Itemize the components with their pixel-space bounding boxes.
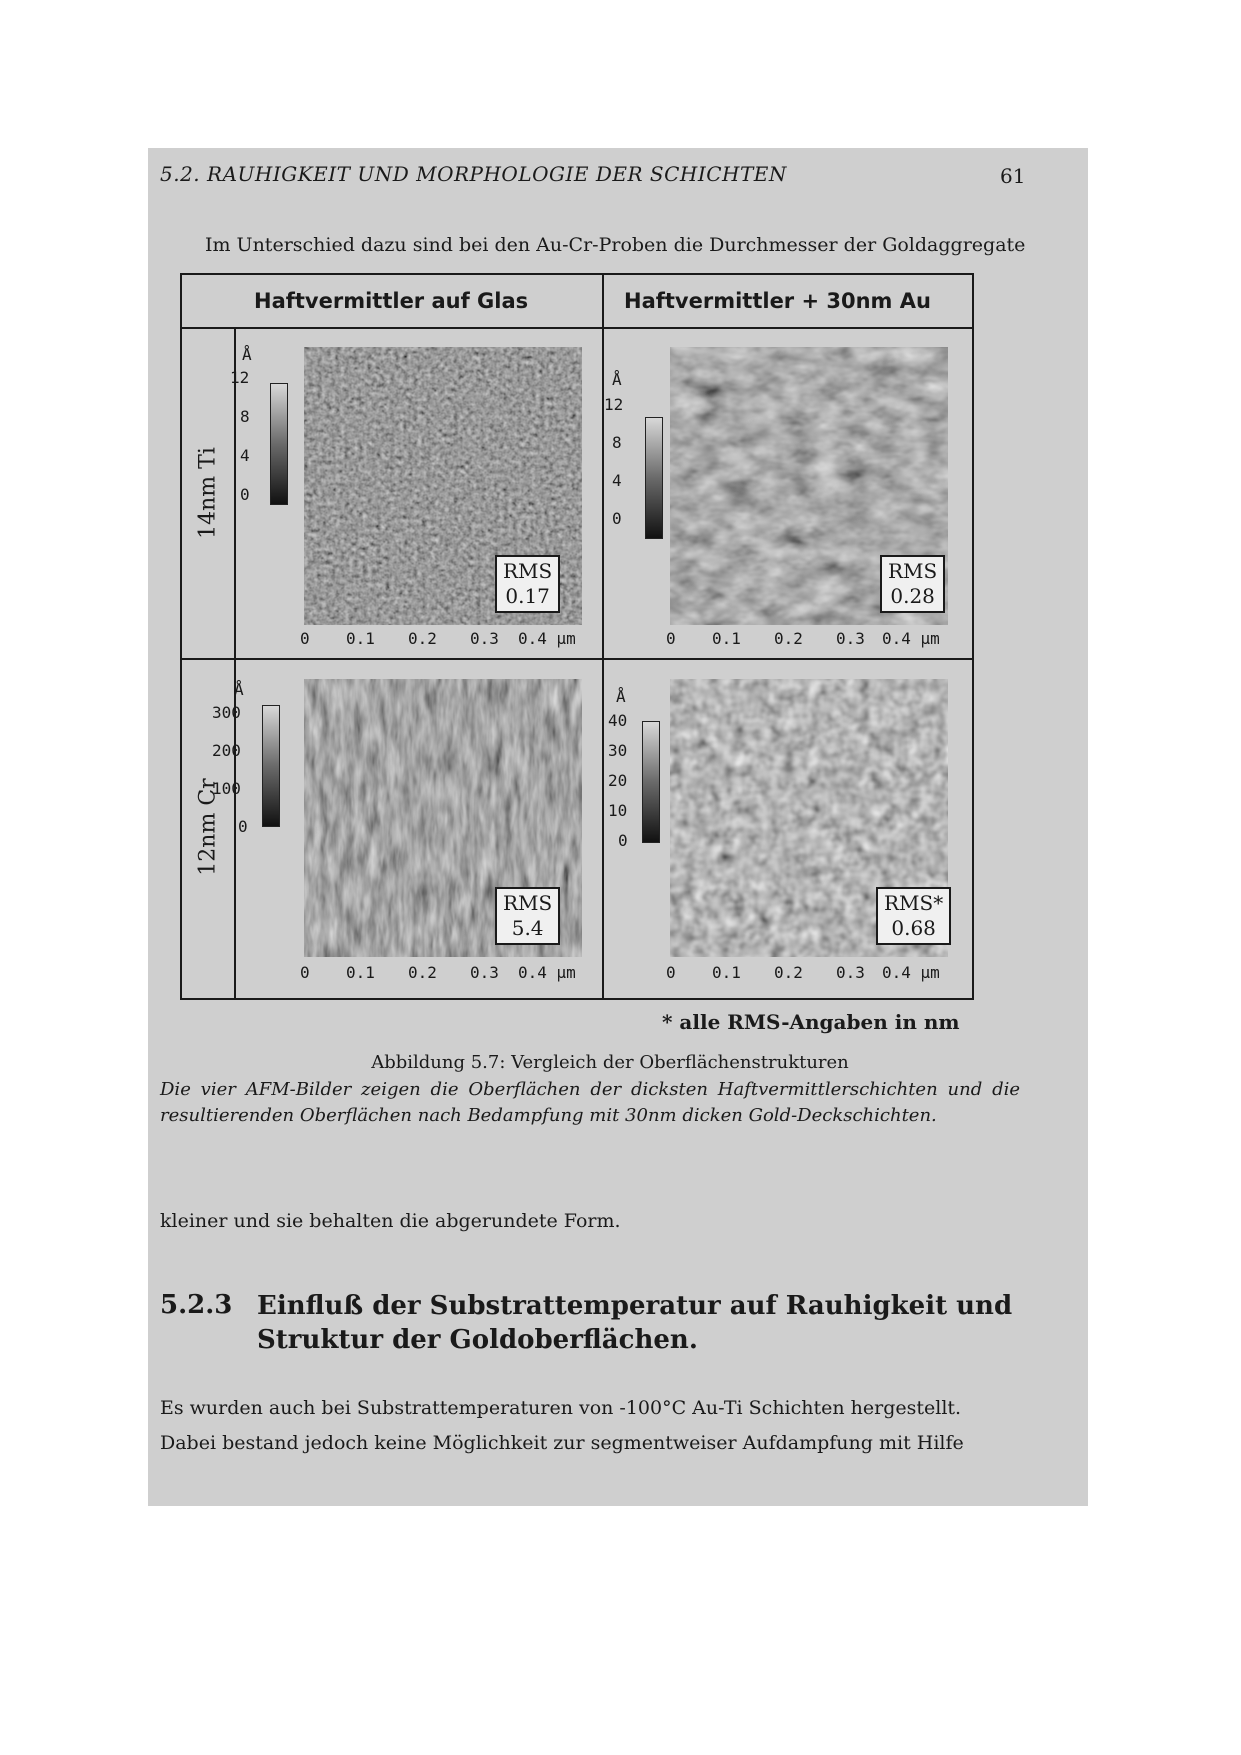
continuation-line: kleiner und sie behalten die abgerundete Form.	[160, 1210, 621, 1232]
intro-line: Im Unterschied dazu sind bei den Au-Cr-Proben die Durchmesser der Goldaggregate	[205, 234, 1026, 256]
caption-title: Abbildung 5.7: Vergleich der Oberflächenstrukturen	[371, 1052, 849, 1073]
column-header-glass: Haftvermittler auf Glas	[254, 289, 529, 313]
afm-figure: Haftvermittler auf Glas Haftvermittler + 30nm Au 14nm Ti 12nm Cr Å 12 8 4 0 RMS 0.17 0 0.1 0.2 0.3 0.4 µm Å 12 8 4 0 RMS 0.28 0 0.1 0.2 0.3 0.4 µm Å 300 200 100 0 RMS 5.4 0 0.1 0.2 0.3 0.4 µm Å 40 30 20 10 0 RMS* 0.68 0 0.1 0.2 0.3 0.4 µm	[180, 273, 974, 1000]
section-title: Einfluß der Substrattemperatur auf Rauhigkeit und Struktur der Goldoberflächen.	[257, 1291, 1013, 1355]
rms-badge: RMS 5.4	[495, 887, 560, 945]
rms-badge: RMS* 0.68	[876, 887, 951, 945]
row-label-ti: 14nm Ti	[195, 447, 221, 539]
colorbar	[645, 417, 663, 539]
running-header: 5.2. RAUHIGKEIT UND MORPHOLOGIE DER SCHICHTEN	[160, 162, 787, 186]
rms-badge: RMS 0.28	[880, 555, 945, 613]
caption-text: Die vier AFM-Bilder zeigen die Oberflächen der dicksten Haftvermittlerschichten und die resultierenden Oberflächen nach Bedampfung mit 30nm dicken Gold-Deckschichten.	[160, 1079, 1020, 1126]
figure-footnote: * alle RMS-Angaben in nm	[662, 1010, 960, 1034]
row-label-cr: 12nm Cr	[195, 778, 221, 876]
body-line: Es wurden auch bei Substrattemperaturen von -100°C Au-Ti Schichten hergestellt.	[160, 1397, 962, 1419]
section-number: 5.2.3	[160, 1290, 233, 1320]
column-header-gold: Haftvermittler + 30nm Au	[624, 289, 931, 313]
colorbar	[642, 721, 660, 843]
colorbar	[270, 383, 288, 505]
body-line: Dabei bestand jedoch keine Möglichkeit zur segmentweiser Aufdampfung mit Hilfe	[160, 1432, 964, 1454]
rms-badge: RMS 0.17	[495, 555, 560, 613]
page-number: 61	[1000, 164, 1026, 188]
figure-caption	[160, 1052, 1020, 1128]
colorbar	[262, 705, 280, 827]
